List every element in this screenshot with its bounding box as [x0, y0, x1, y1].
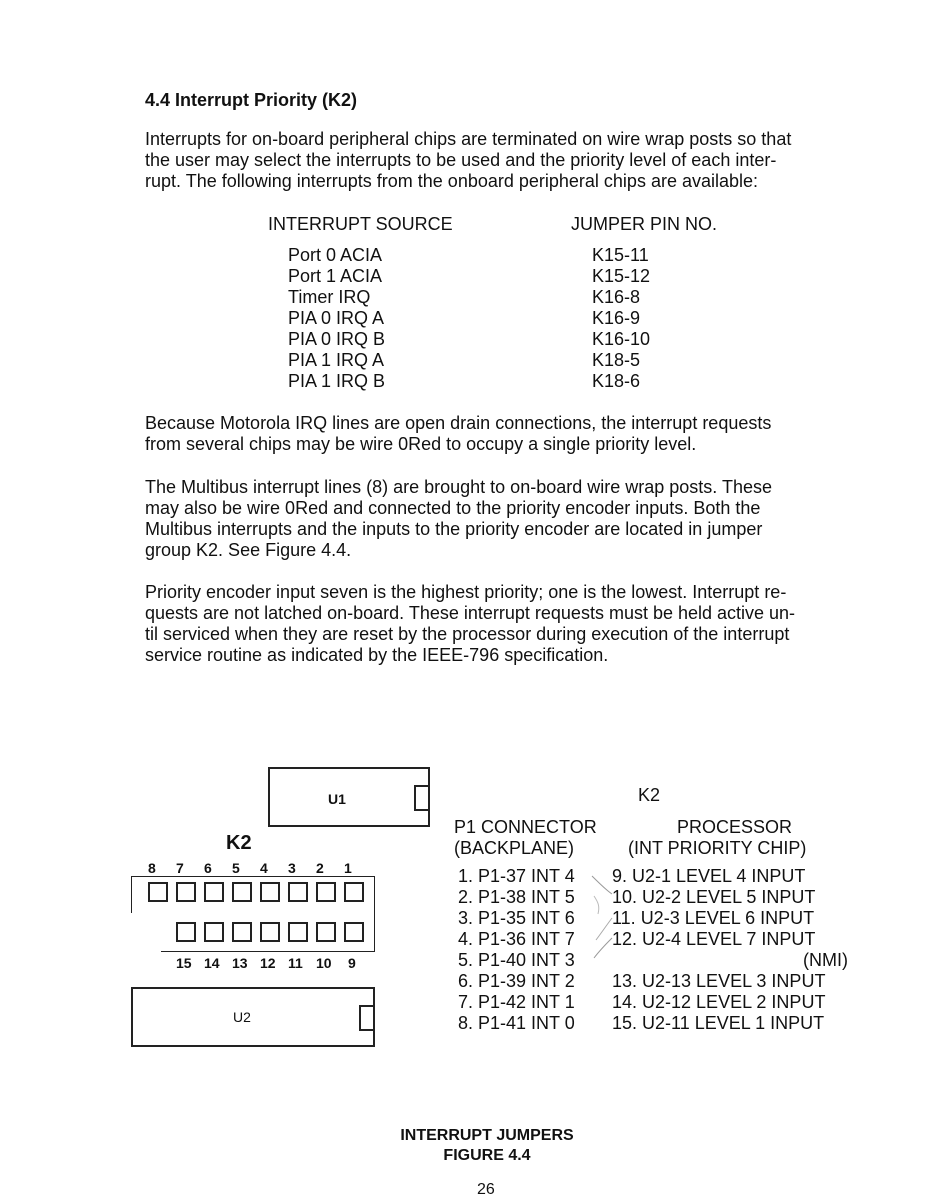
pin-number: 11: [288, 955, 303, 971]
pin-number: 1: [344, 860, 352, 876]
pin-number: 3: [288, 860, 296, 876]
u2-label: U2: [233, 1009, 251, 1025]
jumper-pin: [288, 882, 308, 902]
p1-header: P1 CONNECTOR: [454, 817, 597, 837]
table-header-source: INTERRUPT SOURCE: [268, 214, 453, 234]
text-line: quests are not latched on-board. These interrupt requests must be held active un-: [145, 603, 796, 623]
table-cell: K18-6: [592, 371, 641, 391]
page-number: 26: [477, 1181, 495, 1198]
block-cutout: [130, 913, 161, 953]
jumper-pin: [260, 882, 280, 902]
u1-chip: [268, 767, 430, 827]
text-line: The Multibus interrupt lines (8) are brought to on-board wire wrap posts. These: [145, 477, 772, 497]
pin-number: 8: [148, 860, 156, 876]
list-item: 3. P1-35 INT 6: [458, 908, 575, 928]
list-item: 4. P1-36 INT 7: [458, 929, 575, 949]
table-cell: K16-9: [592, 308, 641, 328]
table-cell: PIA 0 IRQ B: [288, 329, 386, 349]
k2-header: K2: [638, 785, 661, 805]
list-item: 15. U2-11 LEVEL 1 INPUT: [612, 1013, 825, 1033]
text-line: the user may select the interrupts to be used and the priority level of each inter-: [145, 150, 777, 170]
table-cell: PIA 1 IRQ A: [288, 350, 385, 370]
list-item: 14. U2-12 LEVEL 2 INPUT: [612, 992, 826, 1012]
p1-connector-list: [458, 866, 575, 1034]
k2-bottom-row: [160, 913, 374, 951]
u1-notch: [414, 785, 428, 811]
jumper-pin: [232, 882, 252, 902]
jumper-pin: [176, 922, 196, 942]
pin-number: 4: [260, 860, 268, 876]
table-cell: K18-5: [592, 350, 641, 370]
jumper-pin: [316, 922, 336, 942]
pin-number: 5: [232, 860, 240, 876]
u2-notch: [359, 1005, 373, 1031]
p1-subheader: (BACKPLANE): [454, 838, 575, 858]
pin-number: 7: [176, 860, 184, 876]
u2-chip: [131, 987, 375, 1047]
u1-label: U1: [328, 791, 346, 807]
paragraph-multibus: [145, 477, 845, 561]
list-item: 2. P1-38 INT 5: [458, 887, 575, 907]
intro-paragraph: [145, 129, 845, 192]
k2-jumper-block: [131, 876, 375, 952]
table-cell: K15-11: [592, 245, 649, 265]
table-header-pin: JUMPER PIN NO.: [571, 214, 718, 234]
list-item: (NMI): [803, 950, 848, 970]
processor-list: [612, 866, 848, 1034]
text-line: Multibus interrupts and the inputs to the priority encoder are located in jumper: [145, 519, 763, 539]
figure-caption-title: INTERRUPT JUMPERS: [400, 1127, 574, 1144]
text-line: service routine as indicated by the IEEE-796 specification.: [145, 645, 609, 665]
table-cell: K16-8: [592, 287, 641, 307]
jumper-pin: [204, 882, 224, 902]
pin-number: 10: [316, 955, 332, 971]
jumper-pin: [204, 922, 224, 942]
jumper-pin: [288, 922, 308, 942]
table-cell: Port 0 ACIA: [288, 245, 383, 265]
k2-block-label: K2: [226, 832, 252, 854]
processor-subheader: (INT PRIORITY CHIP): [628, 838, 807, 858]
text-line: Interrupts for on-board peripheral chips are terminated on wire wrap posts so that: [145, 129, 792, 149]
text-line: Priority encoder input seven is the highest priority; one is the lowest. Interrupt re-: [145, 582, 787, 602]
pin-number: 13: [232, 955, 248, 971]
text-line: group K2. See Figure 4.4.: [145, 540, 352, 560]
list-item: 9. U2-1 LEVEL 4 INPUT: [612, 866, 806, 886]
pin-number: 15: [176, 955, 192, 971]
text-line: may also be wire 0Red and connected to the priority encoder inputs. Both the: [145, 498, 761, 518]
list-item: 13. U2-13 LEVEL 3 INPUT: [612, 971, 826, 991]
text-line: from several chips may be wire 0Red to occupy a single priority level.: [145, 434, 697, 454]
section-heading: 4.4 Interrupt Priority (K2): [145, 90, 358, 110]
table-cell: K16-10: [592, 329, 651, 349]
list-item: 11. U2-3 LEVEL 6 INPUT: [612, 908, 815, 928]
pin-number: 12: [260, 955, 276, 971]
text-line: Because Motorola IRQ lines are open drain connections, the interrupt requests: [145, 413, 772, 433]
text-line: til serviced when they are reset by the processor during execution of the interrupt: [145, 624, 790, 644]
list-item: 6. P1-39 INT 2: [458, 971, 575, 991]
list-item: 7. P1-42 INT 1: [458, 992, 575, 1012]
k2-top-row: [132, 877, 374, 913]
jumper-pin: [316, 882, 336, 902]
paragraph-open-drain: [145, 413, 845, 455]
pin-number: 9: [348, 955, 356, 971]
table-cell: Port 1 ACIA: [288, 266, 383, 286]
jumper-wires: [590, 870, 630, 1020]
processor-header: PROCESSOR: [677, 817, 793, 837]
table-pin-column: [592, 245, 650, 392]
list-item: 10. U2-2 LEVEL 5 INPUT: [612, 887, 816, 907]
table-cell: PIA 0 IRQ A: [288, 308, 385, 328]
paragraph-priority: [145, 582, 845, 666]
text-line: rupt. The following interrupts from the onboard peripheral chips are available:: [145, 171, 759, 191]
jumper-pin: [260, 922, 280, 942]
pin-number: 6: [204, 860, 212, 876]
pin-number: 2: [316, 860, 324, 876]
list-item: 12. U2-4 LEVEL 7 INPUT: [612, 929, 816, 949]
jumper-pin: [148, 882, 168, 902]
jumper-pin: [176, 882, 196, 902]
list-item: 8. P1-41 INT 0: [458, 1013, 575, 1033]
jumper-pin: [344, 922, 364, 942]
pin-number: 14: [204, 955, 220, 971]
list-item: 1. P1-37 INT 4: [458, 866, 575, 886]
table-cell: K15-12: [592, 266, 651, 286]
figure-caption-number: FIGURE 4.4: [443, 1147, 531, 1164]
table-source-column: [288, 245, 385, 392]
list-item: 5. P1-40 INT 3: [458, 950, 575, 970]
jumper-pin: [344, 882, 364, 902]
table-cell: Timer IRQ: [288, 287, 371, 307]
table-cell: PIA 1 IRQ B: [288, 371, 386, 391]
jumper-pin: [232, 922, 252, 942]
